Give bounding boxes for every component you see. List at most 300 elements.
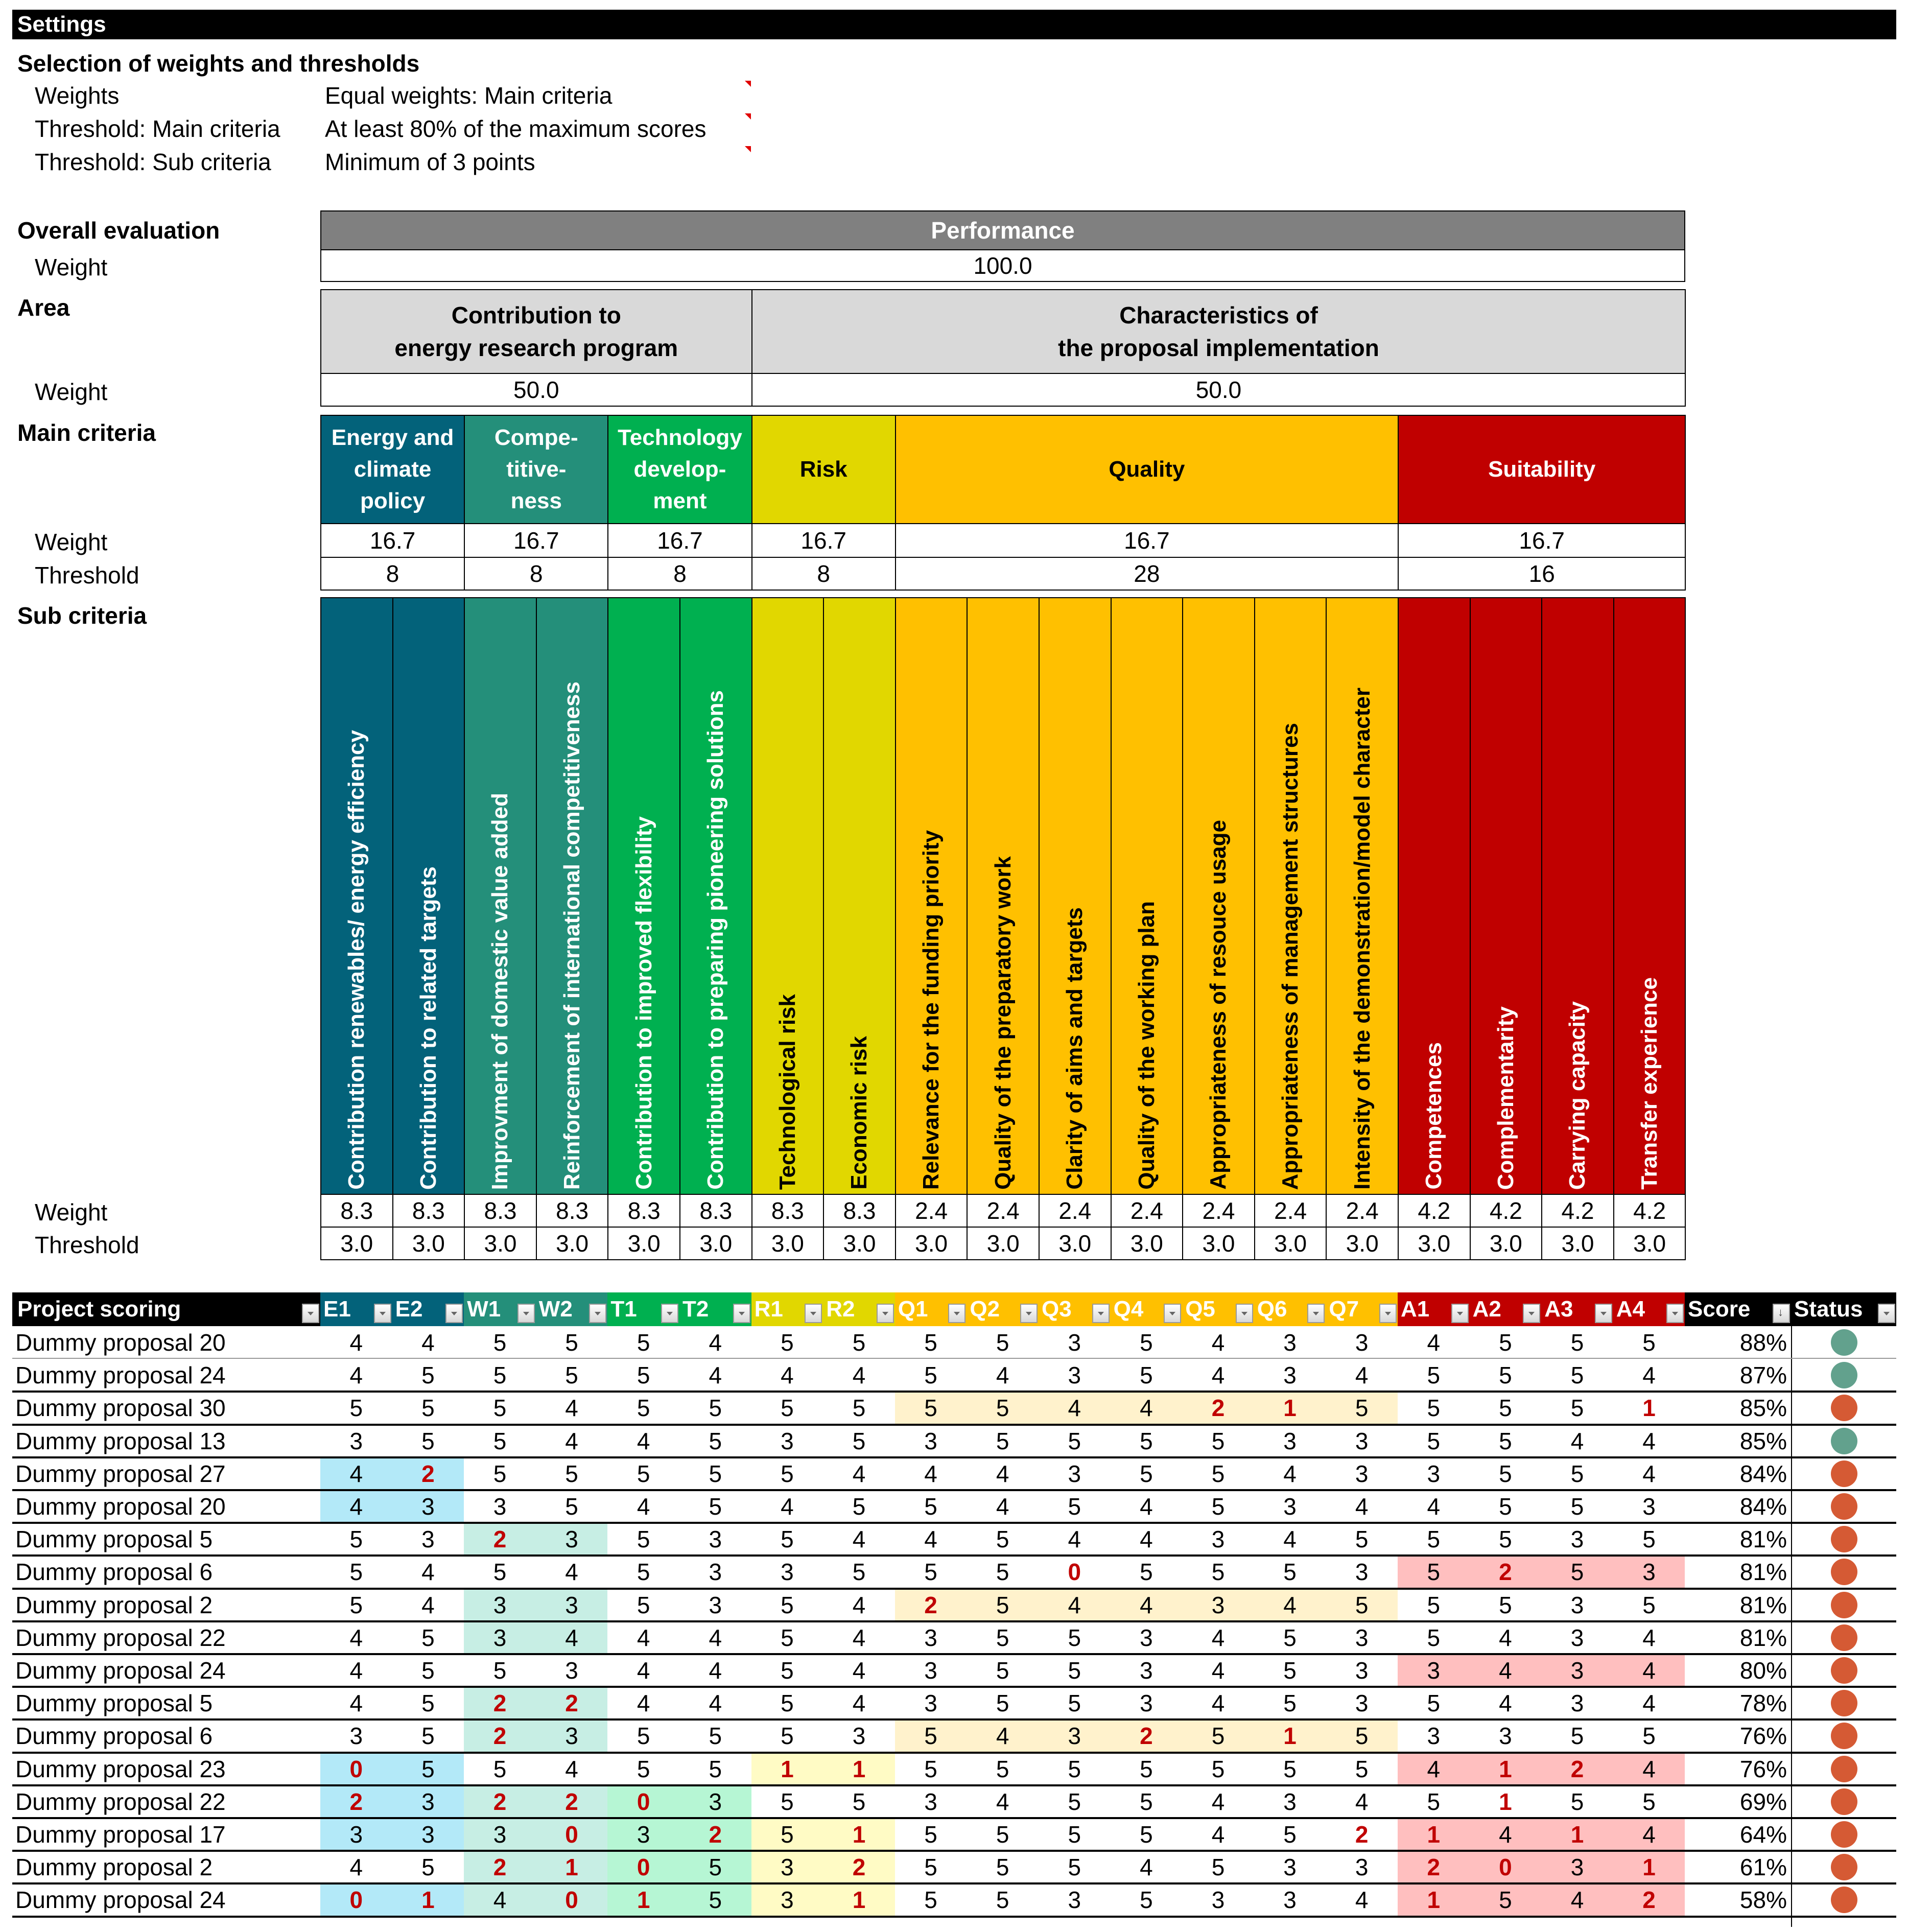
- score-cell[interactable]: 5: [996, 1591, 1009, 1618]
- score-cell[interactable]: 5: [1140, 1427, 1153, 1454]
- column-header[interactable]: Q4: [1111, 1292, 1183, 1326]
- score-cell[interactable]: 2: [1355, 1821, 1369, 1848]
- score-cell[interactable]: 4: [1642, 1624, 1656, 1651]
- score-cell[interactable]: 5: [493, 1362, 507, 1389]
- sort-descending-icon[interactable]: [1773, 1304, 1790, 1323]
- score-cell[interactable]: 5: [1068, 1624, 1081, 1651]
- score-cell[interactable]: 5: [1499, 1395, 1512, 1422]
- filter-dropdown-icon[interactable]: [733, 1304, 750, 1323]
- score-cell[interactable]: 4: [421, 1591, 435, 1618]
- score-cell[interactable]: 5: [1642, 1526, 1656, 1553]
- score-cell[interactable]: 5: [1570, 1395, 1584, 1422]
- filter-dropdown-icon[interactable]: [1379, 1304, 1397, 1323]
- score-cell[interactable]: 5: [924, 1723, 937, 1750]
- score-cell[interactable]: 3: [709, 1788, 722, 1815]
- filter-dropdown-icon[interactable]: [1092, 1304, 1110, 1323]
- project-name[interactable]: Dummy proposal 5: [15, 1526, 213, 1553]
- score-cell[interactable]: 4: [1140, 1854, 1153, 1881]
- score-cell[interactable]: 4: [1499, 1821, 1512, 1848]
- score-cell[interactable]: 4: [1283, 1460, 1297, 1487]
- score-cell[interactable]: 3: [1570, 1624, 1584, 1651]
- project-name[interactable]: Dummy proposal 20: [15, 1329, 226, 1356]
- score-cell[interactable]: 5: [421, 1624, 435, 1651]
- score-cell[interactable]: 4: [1355, 1493, 1369, 1520]
- filter-dropdown-icon[interactable]: [661, 1304, 678, 1323]
- score-cell[interactable]: 4: [1211, 1362, 1225, 1389]
- score-cell[interactable]: 5: [1355, 1395, 1369, 1422]
- score-cell[interactable]: 5: [996, 1526, 1009, 1553]
- score-cell[interactable]: 5: [1499, 1362, 1512, 1389]
- score-cell[interactable]: 1: [852, 1821, 866, 1848]
- score-cell[interactable]: 5: [996, 1559, 1009, 1586]
- score-cell[interactable]: 5: [996, 1755, 1009, 1782]
- score-cell[interactable]: 5: [1427, 1559, 1441, 1586]
- score-cell[interactable]: 3: [1140, 1690, 1153, 1717]
- score-cell[interactable]: 5: [565, 1329, 578, 1356]
- score-cell[interactable]: 4: [709, 1624, 722, 1651]
- filter-dropdown-icon[interactable]: [1236, 1304, 1253, 1323]
- score-cell[interactable]: 4: [1355, 1362, 1369, 1389]
- score-cell[interactable]: 5: [1211, 1755, 1225, 1782]
- score-cell[interactable]: 1: [1499, 1788, 1512, 1815]
- score-cell[interactable]: 3: [1355, 1854, 1369, 1881]
- score-cell[interactable]: 3: [637, 1821, 650, 1848]
- score-cell[interactable]: 5: [493, 1755, 507, 1782]
- score-cell[interactable]: 3: [1068, 1887, 1081, 1914]
- score-cell[interactable]: 3: [1068, 1329, 1081, 1356]
- comment-indicator-icon[interactable]: [745, 113, 751, 120]
- score-cell[interactable]: 5: [637, 1723, 650, 1750]
- filter-dropdown-icon[interactable]: [948, 1304, 965, 1323]
- score-cell[interactable]: 4: [996, 1788, 1009, 1815]
- filter-dropdown-icon[interactable]: [1523, 1304, 1540, 1323]
- score-cell[interactable]: 5: [1642, 1788, 1656, 1815]
- score-cell[interactable]: 4: [565, 1559, 578, 1586]
- column-header[interactable]: Q6: [1254, 1292, 1326, 1326]
- score-cell[interactable]: 4: [637, 1657, 650, 1684]
- score-cell[interactable]: 4: [349, 1460, 363, 1487]
- score-cell[interactable]: 3: [1355, 1690, 1369, 1717]
- score-cell[interactable]: 3: [924, 1788, 937, 1815]
- score-cell[interactable]: 5: [1427, 1624, 1441, 1651]
- score-cell[interactable]: 3: [1427, 1460, 1441, 1487]
- score-cell[interactable]: 4: [565, 1755, 578, 1782]
- score-cell[interactable]: 4: [565, 1624, 578, 1651]
- score-cell[interactable]: 5: [1355, 1526, 1369, 1553]
- score-cell[interactable]: 4: [996, 1723, 1009, 1750]
- score-cell[interactable]: 5: [709, 1427, 722, 1454]
- score-cell[interactable]: 5: [852, 1788, 866, 1815]
- score-cell[interactable]: 2: [709, 1821, 722, 1848]
- score-cell[interactable]: 5: [1570, 1788, 1584, 1815]
- score-cell[interactable]: 5: [1642, 1723, 1656, 1750]
- filter-dropdown-icon[interactable]: [1595, 1304, 1612, 1323]
- score-cell[interactable]: 5: [852, 1427, 866, 1454]
- score-cell[interactable]: 4: [1499, 1624, 1512, 1651]
- score-cell[interactable]: 3: [1283, 1362, 1297, 1389]
- score-cell[interactable]: 5: [421, 1657, 435, 1684]
- score-cell[interactable]: 1: [1570, 1821, 1584, 1848]
- score-cell[interactable]: 3: [493, 1624, 507, 1651]
- score-cell[interactable]: 2: [1211, 1395, 1225, 1422]
- column-header[interactable]: A4: [1613, 1292, 1685, 1326]
- score-cell[interactable]: 3: [852, 1723, 866, 1750]
- score-cell[interactable]: 4: [709, 1657, 722, 1684]
- score-cell[interactable]: 5: [637, 1362, 650, 1389]
- column-header[interactable]: A1: [1398, 1292, 1470, 1326]
- score-cell[interactable]: 5: [349, 1559, 363, 1586]
- score-cell[interactable]: 5: [1140, 1788, 1153, 1815]
- project-name[interactable]: Dummy proposal 23: [15, 1755, 226, 1782]
- score-cell[interactable]: 2: [852, 1854, 866, 1881]
- score-cell[interactable]: 5: [996, 1329, 1009, 1356]
- score-cell[interactable]: 5: [1355, 1723, 1369, 1750]
- score-cell[interactable]: 5: [1068, 1493, 1081, 1520]
- score-column-header[interactable]: Score: [1688, 1297, 1751, 1322]
- score-cell[interactable]: 4: [349, 1362, 363, 1389]
- score-cell[interactable]: 3: [493, 1493, 507, 1520]
- score-cell[interactable]: 5: [781, 1395, 794, 1422]
- project-name[interactable]: Dummy proposal 2: [15, 1591, 213, 1618]
- score-cell[interactable]: 5: [1068, 1821, 1081, 1848]
- score-cell[interactable]: 4: [1499, 1657, 1512, 1684]
- score-cell[interactable]: 2: [1570, 1755, 1584, 1782]
- score-cell[interactable]: 0: [565, 1821, 578, 1848]
- score-cell[interactable]: 3: [1211, 1591, 1225, 1618]
- score-cell[interactable]: 5: [421, 1690, 435, 1717]
- score-cell[interactable]: 5: [781, 1821, 794, 1848]
- score-cell[interactable]: 5: [421, 1362, 435, 1389]
- score-cell[interactable]: 5: [1499, 1526, 1512, 1553]
- score-cell[interactable]: 5: [709, 1854, 722, 1881]
- score-cell[interactable]: 5: [1283, 1559, 1297, 1586]
- score-cell[interactable]: 5: [1068, 1854, 1081, 1881]
- score-cell[interactable]: 5: [493, 1427, 507, 1454]
- score-cell[interactable]: 3: [924, 1690, 937, 1717]
- score-cell[interactable]: 2: [1427, 1854, 1441, 1881]
- score-cell[interactable]: 4: [637, 1690, 650, 1717]
- score-cell[interactable]: 0: [565, 1887, 578, 1914]
- score-cell[interactable]: 5: [1283, 1690, 1297, 1717]
- filter-dropdown-icon[interactable]: [302, 1304, 319, 1323]
- score-cell[interactable]: 5: [1570, 1460, 1584, 1487]
- score-cell[interactable]: 1: [1427, 1821, 1441, 1848]
- score-cell[interactable]: 5: [1283, 1657, 1297, 1684]
- score-cell[interactable]: 1: [1642, 1395, 1656, 1422]
- score-cell[interactable]: 5: [1570, 1329, 1584, 1356]
- score-cell[interactable]: 5: [1355, 1755, 1369, 1782]
- filter-dropdown-icon[interactable]: [877, 1304, 894, 1323]
- score-cell[interactable]: 3: [1570, 1591, 1584, 1618]
- score-cell[interactable]: 5: [637, 1329, 650, 1356]
- filter-dropdown-icon[interactable]: [517, 1304, 535, 1323]
- score-cell[interactable]: 4: [1642, 1362, 1656, 1389]
- score-cell[interactable]: 3: [1211, 1887, 1225, 1914]
- score-cell[interactable]: 4: [1283, 1591, 1297, 1618]
- score-cell[interactable]: 5: [1499, 1329, 1512, 1356]
- score-cell[interactable]: 4: [1570, 1887, 1584, 1914]
- score-cell[interactable]: 3: [1283, 1788, 1297, 1815]
- score-cell[interactable]: 4: [709, 1329, 722, 1356]
- score-cell[interactable]: 2: [565, 1690, 578, 1717]
- project-name[interactable]: Dummy proposal 22: [15, 1788, 226, 1815]
- score-cell[interactable]: 4: [996, 1362, 1009, 1389]
- score-cell[interactable]: 3: [1570, 1854, 1584, 1881]
- score-cell[interactable]: 2: [1642, 1887, 1656, 1914]
- filter-dropdown-icon[interactable]: [805, 1304, 822, 1323]
- score-cell[interactable]: 4: [1211, 1657, 1225, 1684]
- filter-dropdown-icon[interactable]: [1020, 1304, 1038, 1323]
- score-cell[interactable]: 1: [565, 1854, 578, 1881]
- score-cell[interactable]: 4: [1211, 1788, 1225, 1815]
- score-cell[interactable]: 4: [1140, 1493, 1153, 1520]
- score-cell[interactable]: 5: [1211, 1723, 1225, 1750]
- score-cell[interactable]: 4: [709, 1362, 722, 1389]
- score-cell[interactable]: 3: [709, 1559, 722, 1586]
- score-cell[interactable]: 4: [349, 1657, 363, 1684]
- score-cell[interactable]: 3: [421, 1788, 435, 1815]
- filter-dropdown-icon[interactable]: [374, 1304, 391, 1323]
- score-cell[interactable]: 3: [1499, 1723, 1512, 1750]
- score-cell[interactable]: 3: [1355, 1559, 1369, 1586]
- score-cell[interactable]: 5: [421, 1854, 435, 1881]
- score-cell[interactable]: 3: [1570, 1657, 1584, 1684]
- score-cell[interactable]: 5: [421, 1427, 435, 1454]
- score-cell[interactable]: 5: [924, 1329, 937, 1356]
- score-cell[interactable]: 4: [781, 1362, 794, 1389]
- score-cell[interactable]: 4: [565, 1427, 578, 1454]
- score-cell[interactable]: 2: [493, 1788, 507, 1815]
- score-cell[interactable]: 5: [1068, 1690, 1081, 1717]
- score-cell[interactable]: 3: [349, 1723, 363, 1750]
- score-cell[interactable]: 4: [349, 1329, 363, 1356]
- score-cell[interactable]: 4: [1140, 1526, 1153, 1553]
- score-cell[interactable]: 5: [852, 1493, 866, 1520]
- score-cell[interactable]: 4: [1068, 1591, 1081, 1618]
- score-cell[interactable]: 3: [1355, 1427, 1369, 1454]
- score-cell[interactable]: 0: [637, 1788, 650, 1815]
- setting-value-threshold-main[interactable]: At least 80% of the maximum scores: [325, 115, 706, 142]
- score-cell[interactable]: 2: [1499, 1559, 1512, 1586]
- score-cell[interactable]: 3: [1427, 1657, 1441, 1684]
- score-cell[interactable]: 5: [924, 1395, 937, 1422]
- score-cell[interactable]: 5: [1140, 1559, 1153, 1586]
- score-cell[interactable]: 4: [852, 1526, 866, 1553]
- comment-indicator-icon[interactable]: [745, 146, 751, 152]
- score-cell[interactable]: 5: [1499, 1427, 1512, 1454]
- score-cell[interactable]: 5: [1140, 1887, 1153, 1914]
- score-cell[interactable]: 5: [493, 1559, 507, 1586]
- score-cell[interactable]: 2: [565, 1788, 578, 1815]
- score-cell[interactable]: 4: [565, 1395, 578, 1422]
- score-cell[interactable]: 5: [709, 1395, 722, 1422]
- score-cell[interactable]: 5: [1570, 1362, 1584, 1389]
- score-cell[interactable]: 5: [924, 1493, 937, 1520]
- score-cell[interactable]: 5: [1427, 1362, 1441, 1389]
- score-cell[interactable]: 4: [1355, 1887, 1369, 1914]
- column-header[interactable]: Q2: [967, 1292, 1039, 1326]
- score-cell[interactable]: 5: [852, 1559, 866, 1586]
- filter-dropdown-icon[interactable]: [589, 1304, 606, 1323]
- score-cell[interactable]: 5: [493, 1460, 507, 1487]
- score-cell[interactable]: 4: [1427, 1755, 1441, 1782]
- score-cell[interactable]: 4: [493, 1887, 507, 1914]
- project-name[interactable]: Dummy proposal 6: [15, 1559, 213, 1586]
- score-cell[interactable]: 3: [421, 1821, 435, 1848]
- score-cell[interactable]: 4: [852, 1362, 866, 1389]
- score-cell[interactable]: 0: [1499, 1854, 1512, 1881]
- score-cell[interactable]: 3: [781, 1887, 794, 1914]
- score-cell[interactable]: 5: [1068, 1427, 1081, 1454]
- score-cell[interactable]: 5: [996, 1690, 1009, 1717]
- score-cell[interactable]: 3: [1570, 1526, 1584, 1553]
- score-cell[interactable]: 4: [1140, 1591, 1153, 1618]
- project-name[interactable]: Dummy proposal 24: [15, 1362, 226, 1389]
- score-cell[interactable]: 3: [565, 1723, 578, 1750]
- score-cell[interactable]: 5: [996, 1395, 1009, 1422]
- score-cell[interactable]: 4: [996, 1493, 1009, 1520]
- column-header[interactable]: A3: [1541, 1292, 1613, 1326]
- score-cell[interactable]: 1: [421, 1887, 435, 1914]
- score-cell[interactable]: 5: [1140, 1362, 1153, 1389]
- score-cell[interactable]: 4: [1211, 1624, 1225, 1651]
- score-cell[interactable]: 5: [1427, 1395, 1441, 1422]
- score-cell[interactable]: 4: [924, 1526, 937, 1553]
- score-cell[interactable]: 5: [637, 1755, 650, 1782]
- score-cell[interactable]: 4: [852, 1690, 866, 1717]
- filter-dropdown-icon[interactable]: [1666, 1304, 1684, 1323]
- score-cell[interactable]: 1: [1283, 1395, 1297, 1422]
- score-cell[interactable]: 5: [637, 1460, 650, 1487]
- score-cell[interactable]: 5: [781, 1690, 794, 1717]
- score-cell[interactable]: 5: [421, 1395, 435, 1422]
- score-cell[interactable]: 4: [421, 1329, 435, 1356]
- score-cell[interactable]: 1: [1499, 1755, 1512, 1782]
- score-cell[interactable]: 3: [1355, 1657, 1369, 1684]
- score-cell[interactable]: 5: [996, 1854, 1009, 1881]
- score-cell[interactable]: 5: [996, 1624, 1009, 1651]
- score-cell[interactable]: 5: [1427, 1427, 1441, 1454]
- score-cell[interactable]: 5: [709, 1723, 722, 1750]
- score-cell[interactable]: 5: [781, 1329, 794, 1356]
- score-cell[interactable]: 5: [637, 1526, 650, 1553]
- score-cell[interactable]: 3: [1140, 1657, 1153, 1684]
- score-cell[interactable]: 3: [1283, 1493, 1297, 1520]
- column-header[interactable]: W1: [464, 1292, 536, 1326]
- score-cell[interactable]: 5: [781, 1526, 794, 1553]
- score-cell[interactable]: 5: [1283, 1755, 1297, 1782]
- score-cell[interactable]: 3: [1068, 1723, 1081, 1750]
- status-column-header[interactable]: Status: [1794, 1297, 1863, 1322]
- score-cell[interactable]: 3: [1068, 1362, 1081, 1389]
- column-header[interactable]: Q7: [1326, 1292, 1398, 1326]
- project-name[interactable]: Dummy proposal 30: [15, 1395, 226, 1422]
- score-cell[interactable]: 5: [637, 1395, 650, 1422]
- score-cell[interactable]: 3: [493, 1821, 507, 1848]
- score-cell[interactable]: 5: [1068, 1657, 1081, 1684]
- score-cell[interactable]: 4: [1642, 1821, 1656, 1848]
- score-cell[interactable]: 3: [1068, 1460, 1081, 1487]
- project-name[interactable]: Dummy proposal 27: [15, 1460, 226, 1487]
- score-cell[interactable]: 5: [1068, 1755, 1081, 1782]
- score-cell[interactable]: 5: [996, 1427, 1009, 1454]
- score-cell[interactable]: 4: [709, 1690, 722, 1717]
- column-header[interactable]: E2: [392, 1292, 464, 1326]
- column-header[interactable]: Q3: [1039, 1292, 1111, 1326]
- score-cell[interactable]: 5: [1283, 1821, 1297, 1848]
- score-cell[interactable]: 0: [349, 1755, 363, 1782]
- score-cell[interactable]: 5: [1355, 1591, 1369, 1618]
- score-cell[interactable]: 4: [349, 1624, 363, 1651]
- score-cell[interactable]: 1: [852, 1755, 866, 1782]
- score-cell[interactable]: 5: [1570, 1493, 1584, 1520]
- column-header[interactable]: E1: [320, 1292, 392, 1326]
- score-cell[interactable]: 5: [349, 1526, 363, 1553]
- score-cell[interactable]: 5: [1140, 1821, 1153, 1848]
- filter-dropdown-icon[interactable]: [445, 1304, 463, 1323]
- score-cell[interactable]: 4: [1642, 1427, 1656, 1454]
- score-cell[interactable]: 1: [781, 1755, 794, 1782]
- score-cell[interactable]: 2: [493, 1723, 507, 1750]
- score-cell[interactable]: 5: [349, 1395, 363, 1422]
- score-cell[interactable]: 2: [349, 1788, 363, 1815]
- score-cell[interactable]: 2: [493, 1526, 507, 1553]
- score-cell[interactable]: 1: [1427, 1887, 1441, 1914]
- score-cell[interactable]: 2: [493, 1690, 507, 1717]
- score-cell[interactable]: 4: [349, 1493, 363, 1520]
- score-cell[interactable]: 3: [493, 1591, 507, 1618]
- score-cell[interactable]: 5: [852, 1395, 866, 1422]
- score-cell[interactable]: 5: [421, 1723, 435, 1750]
- score-cell[interactable]: 5: [996, 1657, 1009, 1684]
- score-cell[interactable]: 5: [709, 1460, 722, 1487]
- setting-value-weights[interactable]: Equal weights: Main criteria: [325, 82, 613, 109]
- score-cell[interactable]: 5: [1499, 1887, 1512, 1914]
- score-cell[interactable]: 3: [1283, 1854, 1297, 1881]
- score-cell[interactable]: 2: [924, 1591, 937, 1618]
- score-cell[interactable]: 5: [565, 1362, 578, 1389]
- score-cell[interactable]: 5: [781, 1460, 794, 1487]
- score-cell[interactable]: 2: [493, 1854, 507, 1881]
- score-cell[interactable]: 4: [1068, 1395, 1081, 1422]
- score-cell[interactable]: 3: [781, 1854, 794, 1881]
- score-cell[interactable]: 5: [924, 1854, 937, 1881]
- score-cell[interactable]: 5: [1211, 1493, 1225, 1520]
- score-cell[interactable]: 2: [421, 1460, 435, 1487]
- setting-value-threshold-sub[interactable]: Minimum of 3 points: [325, 149, 535, 175]
- score-cell[interactable]: 5: [924, 1755, 937, 1782]
- score-cell[interactable]: 1: [637, 1887, 650, 1914]
- score-cell[interactable]: 3: [781, 1427, 794, 1454]
- score-cell[interactable]: 3: [709, 1591, 722, 1618]
- score-cell[interactable]: 5: [781, 1657, 794, 1684]
- column-header[interactable]: T1: [607, 1292, 679, 1326]
- score-cell[interactable]: 4: [1140, 1395, 1153, 1422]
- score-cell[interactable]: 4: [1211, 1821, 1225, 1848]
- score-cell[interactable]: 5: [565, 1493, 578, 1520]
- score-cell[interactable]: 5: [709, 1493, 722, 1520]
- project-name[interactable]: Dummy proposal 5: [15, 1690, 213, 1717]
- score-cell[interactable]: 3: [1642, 1493, 1656, 1520]
- score-cell[interactable]: 2: [1140, 1723, 1153, 1750]
- score-cell[interactable]: 4: [1642, 1460, 1656, 1487]
- score-cell[interactable]: 4: [1211, 1690, 1225, 1717]
- score-cell[interactable]: 3: [924, 1657, 937, 1684]
- score-cell[interactable]: 5: [565, 1460, 578, 1487]
- score-cell[interactable]: 5: [1642, 1329, 1656, 1356]
- score-cell[interactable]: 3: [1355, 1329, 1369, 1356]
- score-cell[interactable]: 3: [1140, 1624, 1153, 1651]
